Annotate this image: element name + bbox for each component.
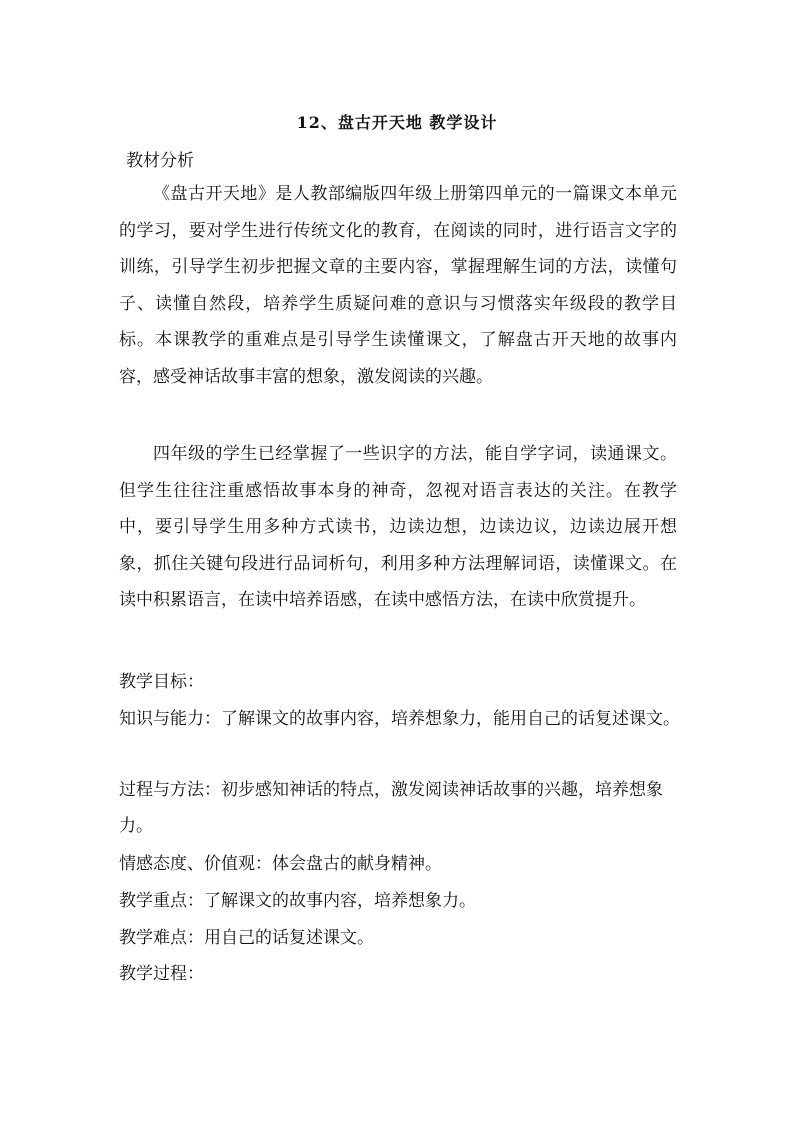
analysis-paragraph-1: 《盘古开天地》是人教部编版四年级上册第四单元的一篇课文本单元的学习，要对学生进行传统文化的教育，在阅读的同时，进行语言文字的训练，引导学生初步把握文章的主要内容，掌握理解生词的方法，读懂句子、读懂自然段，培养学生质疑问难的意识与习惯落实年级段的教学目标。本课教学的重难点是引导学生读懂课文，了解盘古开天地的故事内容，感受神话故事丰富的想象，激发阅读的兴趣。 [119, 184, 677, 387]
process-title: 教学过程： [119, 964, 204, 984]
difficult-point: 教学难点：用自己的话复述课文。 [119, 928, 374, 948]
objective-knowledge: 知识与能力：了解课文的故事内容，培养想象力，能用自己的话复述课文。 [119, 709, 680, 729]
analysis-paragraph-2: 四年级的学生已经掌握了一些识字的方法，能自学字词，读通课文。但学生往往注重感悟故事本身的神奇，忽视对语言表达的关注。在教学中，要引导学生用多种方式读书，边读边想，边读边议，边读边展开想象，抓住关键句段进行品词析句，利用多种方法理解词语，读懂课文。在读中积累语言，在读中培养语感，在读中感悟方法，在读中欣赏提升。 [119, 444, 677, 610]
section-heading: 教材分析 [126, 151, 194, 171]
objectives-title: 教学目标： [119, 672, 204, 692]
key-point: 教学重点：了解课文的故事内容，培养想象力。 [119, 891, 476, 911]
document-title: 12、盘古开天地 教学设计 [296, 113, 498, 132]
objective-process: 过程与方法：初步感知神话的特点，激发阅读神话故事的兴趣，培养想象力。 [119, 780, 663, 836]
objective-emotion: 情感态度、价值观：体会盘古的献身精神。 [119, 854, 442, 874]
